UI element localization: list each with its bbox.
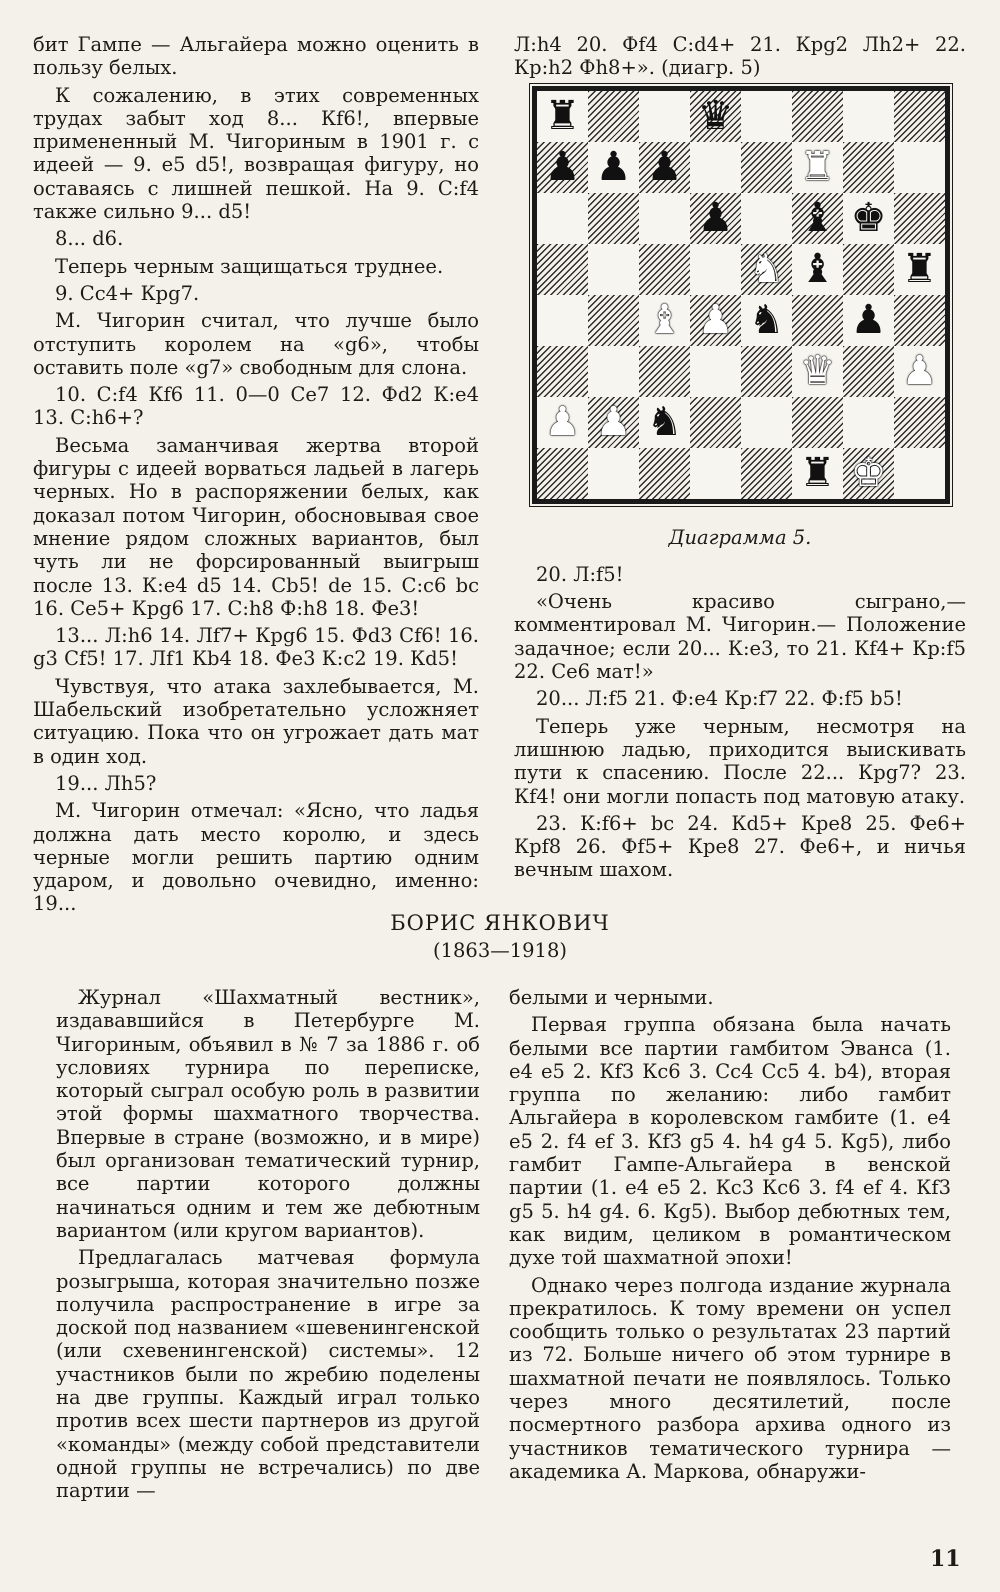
paragraph: Журнал «Шахматный вестник», издававшийся в Петербурге М. Чигориным, объявил в № 7 за 1886 г. об условиях турнира по переписке, который сыграл особую роль в развитии этой формы шахматного творчества. Впервые в стране (возможно, и в мире) был организован тематический турнир, все партии которого должны начинаться одним и тем же дебютным вариантом (или кругом вариантов). [56, 986, 480, 1242]
move: 9. Сc4+ Крg7. [55, 281, 200, 305]
square-b3 [588, 346, 639, 397]
square-a1 [537, 448, 588, 499]
paragraph: Теперь уже черным, несмотря на лишнюю ладью, приходится выискивать пути к спасению. После 22... Крg7? 23. Кf4! они могли попасть под матовую атаку. [514, 714, 966, 808]
square-b4 [588, 295, 639, 346]
square-f1 [792, 448, 843, 499]
white-pawn-icon: ♟ [697, 297, 734, 344]
square-h3 [894, 346, 945, 397]
square-e8 [741, 91, 792, 142]
paragraph: белыми и черными. [509, 986, 714, 1009]
square-e7 [741, 142, 792, 193]
square-d2 [690, 397, 741, 448]
square-e4 [741, 295, 792, 346]
paragraph: Чувствуя, что атака захлебывается, М. Шабельский изобретательно усложняет ситуацию. Пока что он угрожает дать мат в один ход. [33, 674, 479, 768]
square-a8 [537, 91, 588, 142]
square-c7 [639, 142, 690, 193]
square-c8 [639, 91, 690, 142]
square-h2 [894, 397, 945, 448]
bottom-left-column [56, 986, 480, 1507]
square-g2 [843, 397, 894, 448]
square-h4 [894, 295, 945, 346]
top-right-column [514, 33, 966, 886]
square-g1 [843, 448, 894, 499]
square-d5 [690, 244, 741, 295]
square-h5 [894, 244, 945, 295]
square-b8 [588, 91, 639, 142]
move: 20... Л:f5 21. Ф:e4 Кр:f7 22. Ф:f5 b5! [536, 687, 903, 711]
square-a4 [537, 295, 588, 346]
paragraph: Первая группа обязана была начать белыми все партии гамбитом Эванса (1. e4 e5 2. Кf3 Кc6 3. Сc4 Сc5 4. b4), вторая группа по желанию: либо гамбит Альгайера в королевском гамбите (1. e4 e5 2. f4 ef 3. Кf3 g5 4. h4 g4 5. Кg5), либо гамбит Гампе-Альгайера в венской партии (1. e4 e5 2. Кc3 Кc6 3. f4 ef 4. Кf3 g5 5. h4 g4. 6. Кg5). Выбор дебютных тем, как видим, целиком в романтическом духе той шахматной эпохи! [509, 1013, 951, 1270]
square-g4 [843, 295, 894, 346]
black-king-icon: ♚ [850, 195, 887, 242]
diagram-caption: Диаграмма 5. [668, 525, 812, 549]
black-rook-icon: ♜ [544, 93, 581, 140]
chess-diagram [532, 86, 950, 504]
square-e5 [741, 244, 792, 295]
square-e2 [741, 397, 792, 448]
paragraph: М. Чигорин отмечал: «Ясно, что ладья должна дать место королю, и здесь черные могли решить партию одним ударом, и довольно очевидно, именно: 19... [33, 799, 479, 916]
square-f5 [792, 244, 843, 295]
black-pawn-icon: ♟ [595, 144, 632, 191]
square-d3 [690, 346, 741, 397]
move: 19... Лh5? [55, 771, 157, 795]
square-f2 [792, 397, 843, 448]
square-d7 [690, 142, 741, 193]
square-g3 [843, 346, 894, 397]
square-g8 [843, 91, 894, 142]
square-a2 [537, 397, 588, 448]
black-bishop-icon: ♝ [799, 195, 836, 242]
paragraph: Теперь черным защищаться труднее. [55, 254, 444, 278]
square-a5 [537, 244, 588, 295]
square-b1 [588, 448, 639, 499]
square-g7 [843, 142, 894, 193]
square-h7 [894, 142, 945, 193]
white-rook-icon: ♜ [799, 144, 836, 191]
square-d4 [690, 295, 741, 346]
black-pawn-icon: ♟ [697, 195, 734, 242]
black-pawn-icon: ♟ [544, 144, 581, 191]
move: 8... d6. [55, 227, 124, 251]
black-rook-icon: ♜ [799, 450, 836, 497]
move: 13... Л:h6 14. Лf7+ Крg6 15. Фd3 Сf6! 16. g3 Сf5! 17. Лf1 Кb4 18. Фe3 К:c2 19. Кd5! [33, 624, 479, 671]
square-b7 [588, 142, 639, 193]
square-c2 [639, 397, 690, 448]
square-f7 [792, 142, 843, 193]
section-years: (1863—1918) [433, 939, 567, 962]
black-pawn-icon: ♟ [850, 297, 887, 344]
square-d1 [690, 448, 741, 499]
square-g6 [843, 193, 894, 244]
paragraph: «Очень красиво сыграно,— комментировал М. Чигорин.— Положение задачное; если 20... К:e3, то 21. Кf4+ Кр:f5 22. Сe6 мат!» [514, 590, 966, 684]
square-a3 [537, 346, 588, 397]
square-h8 [894, 91, 945, 142]
black-pawn-icon: ♟ [646, 144, 683, 191]
square-e3 [741, 346, 792, 397]
white-bishop-icon: ♝ [646, 297, 683, 344]
square-f6 [792, 193, 843, 244]
black-bishop-icon: ♝ [799, 246, 836, 293]
white-pawn-icon: ♟ [595, 399, 632, 446]
white-pawn-icon: ♟ [544, 399, 581, 446]
page-number: 11 [930, 1546, 961, 1572]
square-f8 [792, 91, 843, 142]
paragraph: Однако через полгода издание журнала прекратилось. К тому времени он успел сообщить только о результатах 23 партий из 72. Больше ничего об этом турнире в шахматной печати не появлялось. Только через много десятилетий, после посмертного разбора архива одного из участников тематического турнира — академика А. Маркова, обнаружи- [509, 1273, 951, 1483]
white-knight-icon: ♞ [748, 246, 785, 293]
black-knight-icon: ♞ [748, 297, 785, 344]
paragraph: М. Чигорин считал, что лучше было отступить королем на «g6», чтобы оставить поле «g7» свободным для слона. [33, 309, 479, 379]
section-heading: БОРИС ЯНКОВИЧ [390, 911, 610, 935]
square-c1 [639, 448, 690, 499]
square-c3 [639, 346, 690, 397]
square-c5 [639, 244, 690, 295]
square-h1 [894, 448, 945, 499]
move: 20. Л:f5! [536, 562, 624, 586]
square-a6 [537, 193, 588, 244]
paragraph: бит Гампе — Альгайера можно оценить в пользу белых. [33, 33, 479, 80]
square-b2 [588, 397, 639, 448]
square-g5 [843, 244, 894, 295]
move: 10. С:f4 Кf6 11. 0—0 Сe7 12. Фd2 К:e4 13. С:h6+? [33, 383, 479, 430]
square-h6 [894, 193, 945, 244]
square-a7 [537, 142, 588, 193]
white-pawn-icon: ♟ [901, 348, 938, 395]
square-f4 [792, 295, 843, 346]
bottom-right-column [509, 986, 951, 1487]
paragraph: Весьма заманчивая жертва второй фигуры с идеей ворваться ладьей в лагерь черных. Но в распоряжении белых, как доказал потом Чигорин, обосновывая свое мнение рядом сложных вариантов, был чуть ли не форсированный выигрыш после 13. К:e4 d5 14. Сb5! de 15. С:c6 bc 16. Сe5+ Крg6 17. С:h8 Ф:h8 18. Фe3! [33, 433, 479, 620]
square-b6 [588, 193, 639, 244]
paragraph: К сожалению, в этих современных трудах забыт ход 8... Кf6!, впервые примененный М. Чигориным в 1901 г. с идеей — 9. e5 d5!, возвращая фигуру, но оставаясь с лишней пешкой. На 9. С:f4 также сильно 9... d5! [33, 83, 479, 224]
top-left-column [33, 33, 479, 920]
square-e6 [741, 193, 792, 244]
square-c6 [639, 193, 690, 244]
white-queen-icon: ♛ [799, 348, 836, 395]
square-b5 [588, 244, 639, 295]
black-knight-icon: ♞ [646, 399, 683, 446]
square-e1 [741, 448, 792, 499]
black-queen-icon: ♛ [697, 93, 734, 140]
square-d8 [690, 91, 741, 142]
white-king-icon: ♚ [850, 450, 887, 497]
square-f3 [792, 346, 843, 397]
move: 23. К:f6+ bc 24. Кd5+ Крe8 25. Фe6+ Крf8 26. Фf5+ Крe8 27. Фe6+, и ничья вечным шахом. [514, 811, 966, 882]
paragraph: Л:h4 20. Фf4 С:d4+ 21. Крg2 Лh2+ 22. Кр:h2 Фh8+». (диагр. 5) [514, 33, 966, 80]
black-rook-icon: ♜ [901, 246, 938, 293]
paragraph: Предлагалась матчевая формула розыгрыша, которая значительно позже получила распространение в игре за доской под названием «шевенингенской (или схевенингенской) системы». 12 участников были по жребию поделены на две группы. Каждый играл только против всех шести партнеров из другой «команды» (между собой представители одной группы не встречались) по две партии — [56, 1246, 480, 1503]
square-c4 [639, 295, 690, 346]
square-d6 [690, 193, 741, 244]
